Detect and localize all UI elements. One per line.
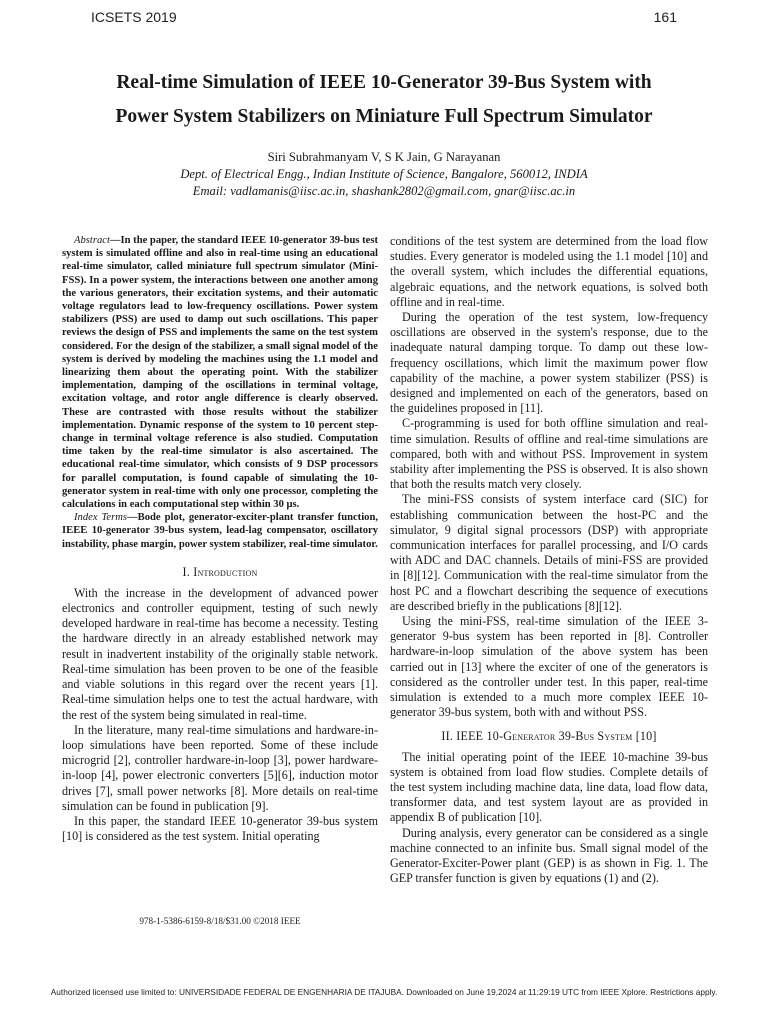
- paragraph: The mini-FSS consists of system interface card (SIC) for establishing communication between the host-PC and the simulator, 9 digital signal processors (DSP) with appropriate communication interfaces for parallel processing, and I/O cards with ADC and DAC channels. Details of mini-FSS are provided in [8][12]. Communication with the real-time simulator from the host PC and a flowchart describing the sequence of executions are described briefly in the publications [8][12].: [390, 492, 708, 613]
- paragraph: With the increase in the development of advanced power electronics and controller equipment, testing of such newly developed hardware in real-time has become a necessity. Testing the hardware directly in an already established network may result in inadvertent instability of the originally stable network. Real-time simulation has been proven to be one of the feasible and viable solutions in this regard over the recent years [1]. Real-time simulation helps one to test the actual hardware, with the rest of the system being simulated in real-time.: [62, 585, 378, 722]
- right-column: [390, 234, 708, 886]
- section-numeral: II.: [441, 728, 457, 743]
- paragraph: C-programming is used for both offline simulation and real-time simulation. Results of offline and real-time simulations are compared, both with and without PSS. Improvement in system stability after implementing the PSS is observed. It is also shown that both the results match very closely.: [390, 416, 708, 492]
- paragraph: The initial operating point of the IEEE 10-machine 39-bus system is obtained from load flow studies. Complete details of the test system including machine data, line data, load flow data, transformer data, and test system layout are as provided in appendix B of publication [10].: [390, 749, 708, 825]
- section-heading-test-system: [390, 729, 708, 744]
- section-heading-introduction: [62, 565, 378, 580]
- section-title-part: [10]: [632, 728, 657, 743]
- abstract: [62, 234, 378, 511]
- index-terms-text: —Bode plot, generator-exciter-plant transfer function, IEEE 10-generator 39-bus system, lead-lag compensator, oscillatory instability, phase margin, power system stabilizer, real-time simulator.: [62, 512, 378, 550]
- paragraph: During analysis, every generator can be considered as a single machine connected to an infinite bus. Small signal model of the Generator-Exciter-Power plant (GEP) is as shown in Fig. 1. The GEP transfer function is given by equations (1) and (2).: [390, 825, 708, 886]
- section-title-part: IEEE 10-: [456, 728, 504, 743]
- paragraph: During the operation of the test system, low-frequency oscillations are observed in the system's response, due to the inadequate natural damping torque. To damp out these low-frequency oscillations, which limit the maximum power flow capability of the machine, a power system stabilizer (PSS) is designed and implemented on each of the generators, based on the guidelines proposed in [11].: [390, 310, 708, 416]
- section-title-part: 39-: [555, 728, 576, 743]
- author-names: Siri Subrahmanyam V, S K Jain, G Narayanan: [267, 150, 501, 164]
- author-affiliation: Dept. of Electrical Engg., Indian Institute of Science, Bangalore, 560012, INDIA: [180, 167, 588, 181]
- paper-title: [40, 66, 728, 134]
- paragraph: Using the mini-FSS, real-time simulation of the IEEE 3-generator 9-bus system has been reported in [8]. Controller hardware-in-loop simulation of the above system has been carried out in [13] where the exciter of one of the generators is considered as the controller under test. In this paper, real-time simulation is extended to a much more complex IEEE 10-generator 39-bus system, both with and without PSS.: [390, 614, 708, 720]
- paragraph: conditions of the test system are determined from the load flow studies. Every generator is modeled using the 1.1 model [10] and the overall system, which includes the differential equations, algebraic equations, and the network equations, is solved both offline and in real-time.: [390, 234, 708, 309]
- index-terms-lead: Index Terms: [74, 512, 128, 524]
- abstract-lead: Abstract: [74, 235, 110, 246]
- section-title: Introduction: [193, 564, 258, 579]
- license-footer: Authorized licensed use limited to: UNIVERSIDADE FEDERAL DE ENGENHARIA DE ITAJUBA. Downloaded on June 19,2024 at 11:29:19 UTC from IEEE Xplore. Restrictions apply.: [50, 987, 718, 997]
- author-block: [40, 149, 728, 200]
- title-line-2: Power System Stabilizers on Miniature Full Spectrum Simulator: [115, 106, 653, 127]
- section-title-part: Generator: [503, 728, 556, 743]
- index-terms: [62, 511, 378, 551]
- title-line-1: Real-time Simulation of IEEE 10-Generator 39-Bus System with: [116, 72, 652, 93]
- copyright-notice: 978-1-5386-6159-8/18/$31.00 ©2018 IEEE: [139, 916, 301, 926]
- section-numeral: I.: [182, 564, 194, 579]
- abstract-text: —In the paper, the standard IEEE 10-generator 39-bus test system is simulated offline and also in real-time using an educational real-time simulator, called miniature full spectrum simulator (Mini-FSS). In a power system, the interactions between one another among the various generators, their excitation systems, and their automatic voltage regulators lead to low-frequency oscillations. Power system stabilizers (PSS) are used to damp out such oscillations. This paper reviews the design of PSS and implements the same on the test system considered. For the design of the stabilizer, a small signal model of the system is derived by modeling the machines using the 1.1 model and linearizing them about the operating point. With the stabilizer implementation, damping of the oscillations in terminal voltage, excitation voltage, and rotor angle difference is clearly observed. These are contrasted with those results without the stabilizer implementation. Dynamic response of the system to 10 percent step-change in terminal voltage reference is also studied. Computation time taken by the real-time simulator is also ascertained. The educational real-time simulator, which consists of 9 DSP processors for parallel computation, is found capable of simulating the 10-generator system in real-time with only one processor, completing the calculations in each computational step within 30 μs.: [62, 235, 379, 511]
- paragraph: In this paper, the standard IEEE 10-generator 39-bus system [10] is considered as the test system. Initial operating: [62, 813, 378, 844]
- paragraph: In the literature, many real-time simulations and hardware-in-loop simulations have been reported. Some of these include microgrid [2], controller hardware-in-loop [3], power hardware-in-loop [4], power electronic converters [5][6], induction motor drives [7], small power networks [8]. More details on real-time simulation can be found in publication [9].: [62, 722, 378, 813]
- author-emails: Email: vadlamanis@iisc.ac.in, shashank2802@gmail.com, gnar@iisc.ac.in: [192, 184, 576, 198]
- section-title-part: Bus System: [575, 728, 633, 743]
- conference-label: ICSETS 2019: [91, 9, 177, 25]
- page-number: 161: [653, 9, 677, 25]
- left-column: [62, 234, 378, 844]
